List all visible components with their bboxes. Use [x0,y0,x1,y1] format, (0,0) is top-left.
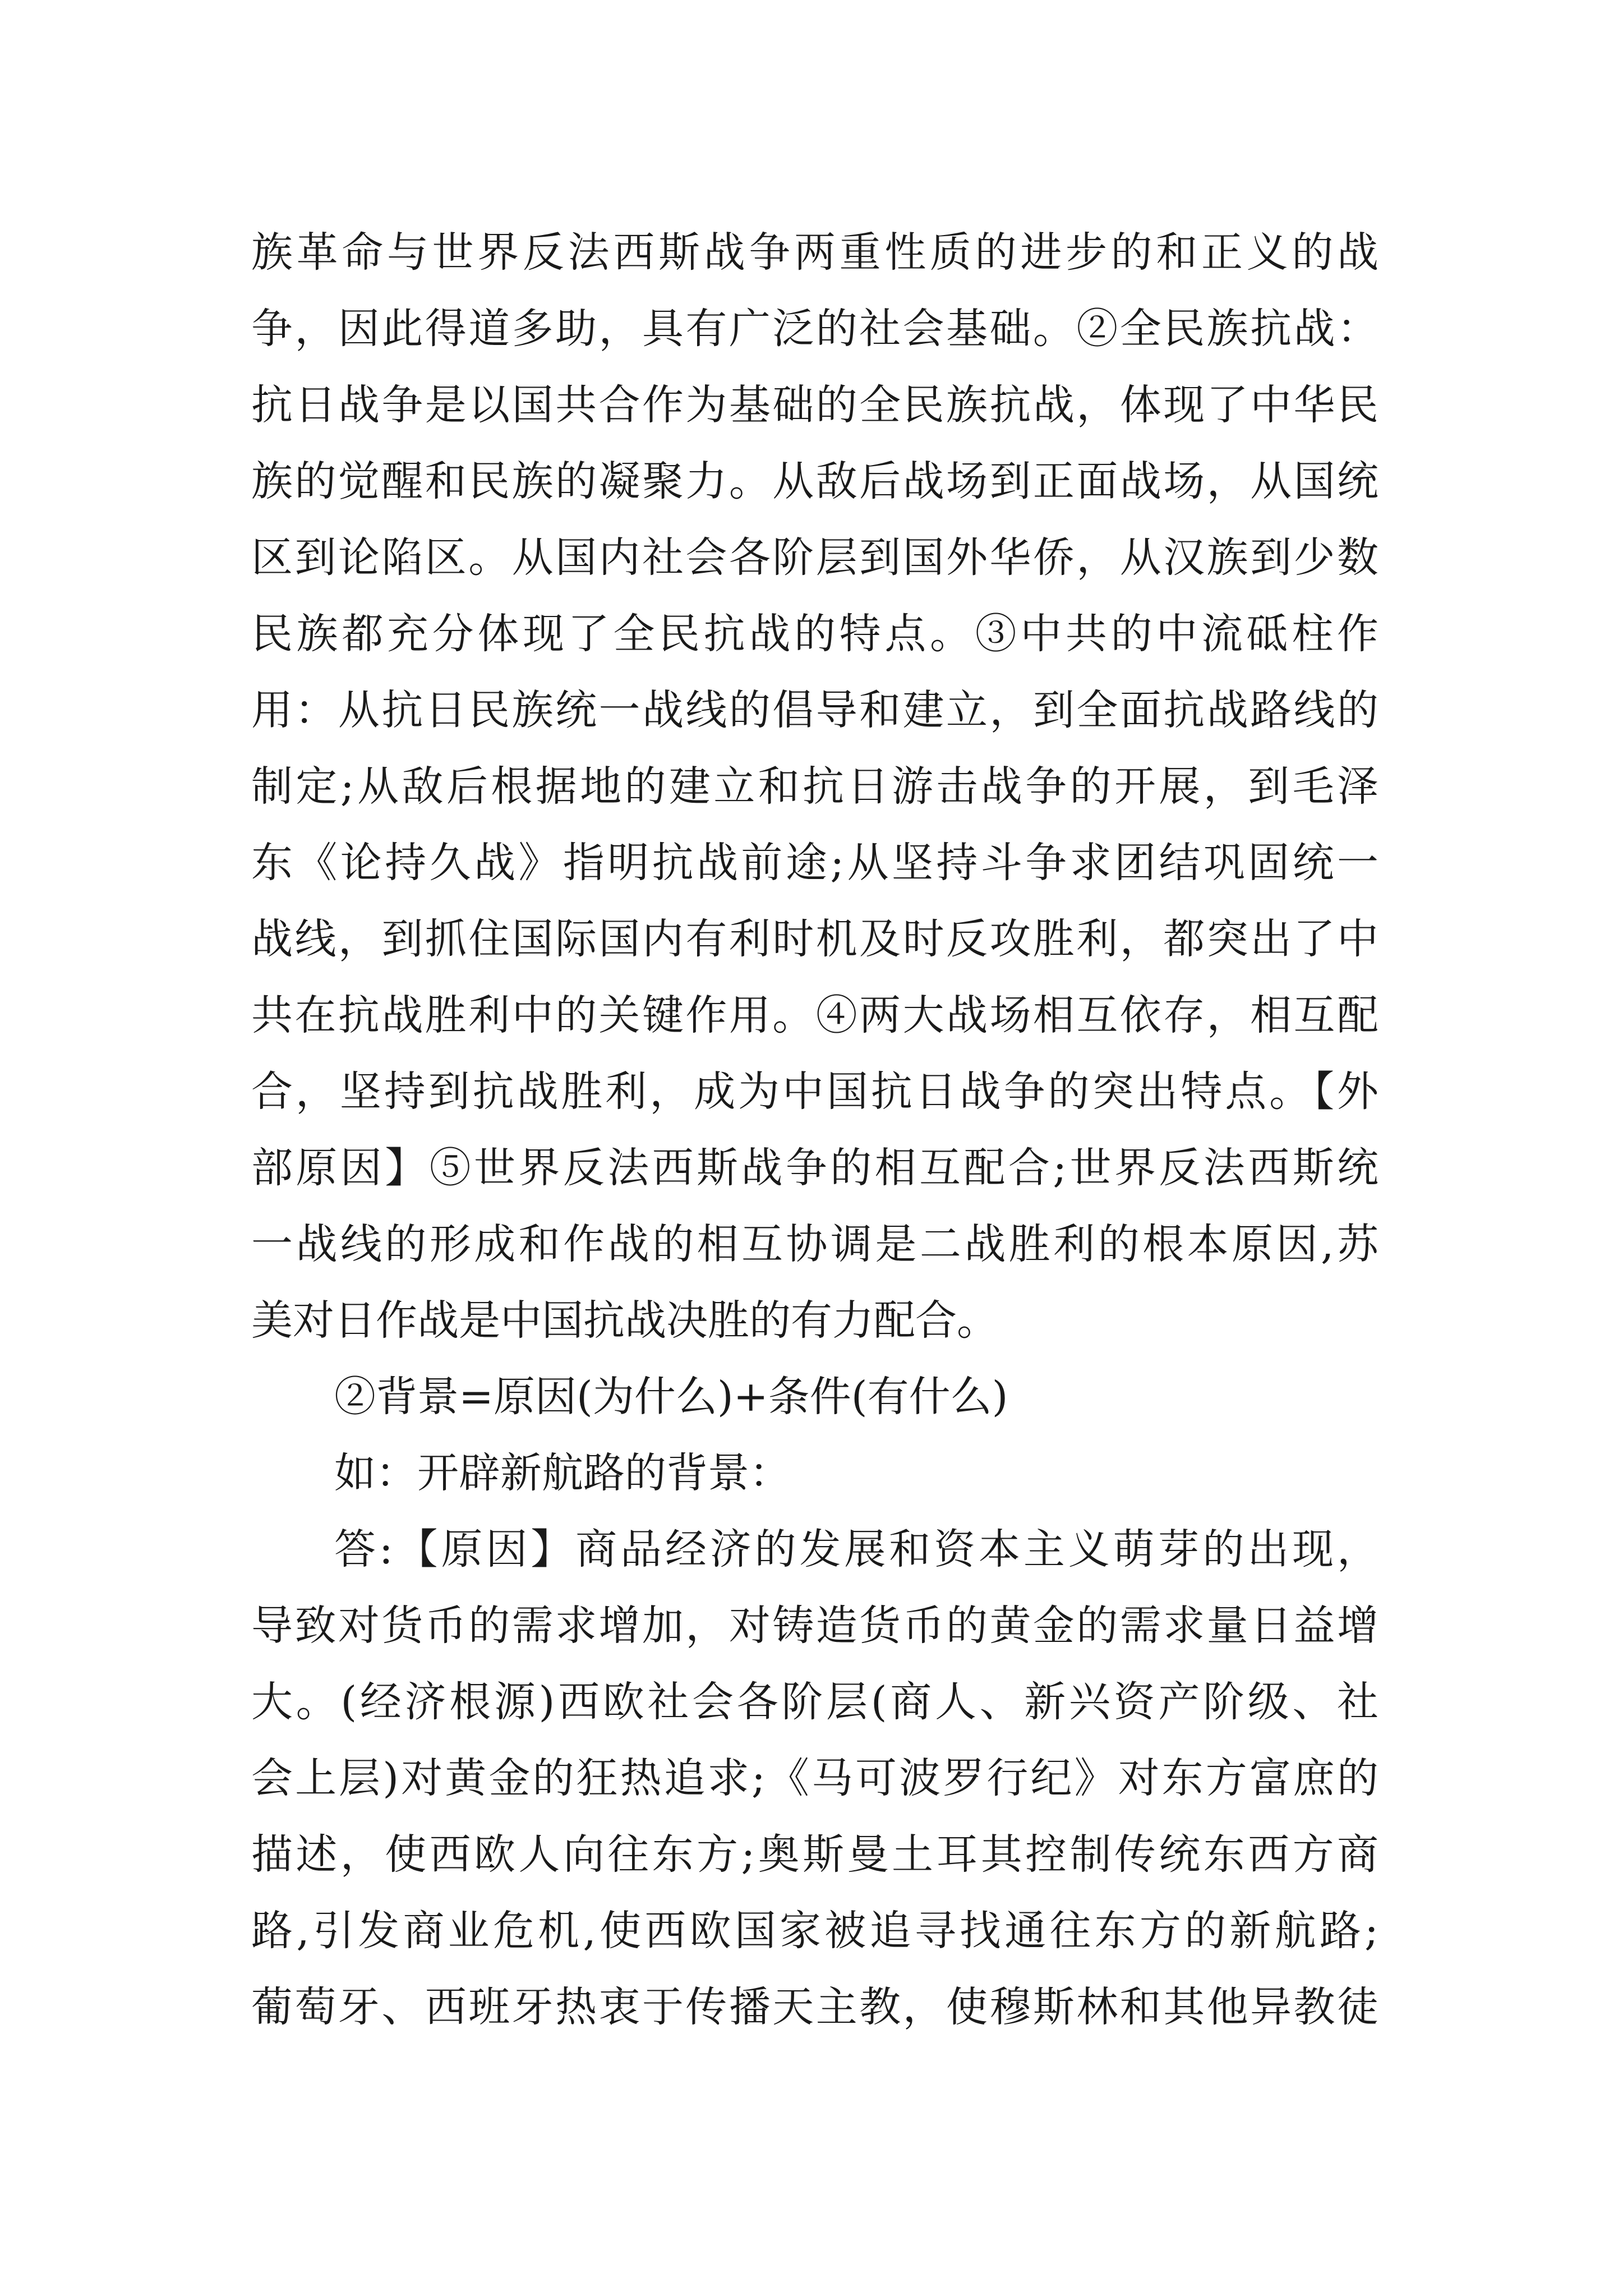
text-line: 部原因】⑤世界反法西斯战争的相互配合;世界反法西斯统 [251,1144,1378,1192]
text-line: 会上层)对黄金的狂热追求;《马可波罗行纪》对东方富庶的 [251,1754,1378,1802]
text-line: 导致对货币的需求增加，对铸造货币的黄金的需求量日益增 [251,1602,1378,1650]
text-line: 美对日作战是中国抗战决胜的有力配合。 [251,1296,998,1345]
text-line: 东《论持久战》指明抗战前途;从坚持斗争求团结巩固统一 [251,839,1378,887]
text-line: 描述，使西欧人向往东方;奥斯曼土耳其控制传统东西方商 [251,1830,1378,1879]
text-line: 民族都充分体现了全民抗战的特点。③中共的中流砥柱作 [251,610,1378,658]
text-line: 抗日战争是以国共合作为基础的全民族抗战，体现了中华民 [251,381,1378,429]
text-line: 大。(经济根源)西欧社会各阶层(商人、新兴资产阶级、社 [251,1678,1378,1726]
body-text [251,214,1378,2045]
text-line: 路,引发商业危机,使西欧国家被追寻找通往东方的新航路; [251,1907,1378,1955]
text-line: 葡萄牙、西班牙热衷于传播天主教，使穆斯林和其他异教徒 [251,1983,1378,2031]
text-line: 族的觉醒和民族的凝聚力。从敌后战场到正面战场，从国统 [251,457,1378,505]
text-line: 如：开辟新航路的背景： [334,1449,791,1497]
text-line: 战线，到抓住国际国内有利时机及时反攻胜利，都突出了中 [251,915,1378,963]
text-line: 争，因此得道多助，具有广泛的社会基础。②全民族抗战： [251,305,1378,353]
text-line: 一战线的形成和作战的相互协调是二战胜利的根本原因,苏 [251,1220,1378,1268]
text-line: 合，坚持到抗战胜利，成为中国抗日战争的突出特点。【外 [251,1068,1378,1116]
text-line: 制定;从敌后根据地的建立和抗日游击战争的开展，到毛泽 [251,762,1378,811]
text-line: 区到论陷区。从国内社会各阶层到国外华侨，从汉族到少数 [251,533,1378,582]
text-line: 用：从抗日民族统一战线的倡导和建立，到全面抗战路线的 [251,686,1378,734]
text-line: 共在抗战胜利中的关键作用。④两大战场相互依存，相互配 [251,991,1378,1039]
text-line: ②背景=原因(为什么)+条件(有什么) [334,1373,1008,1421]
text-line: 族革命与世界反法西斯战争两重性质的进步的和正义的战 [251,228,1378,277]
text-line: 答:【原因】商品经济的发展和资本主义萌芽的出现， [334,1525,1378,1573]
